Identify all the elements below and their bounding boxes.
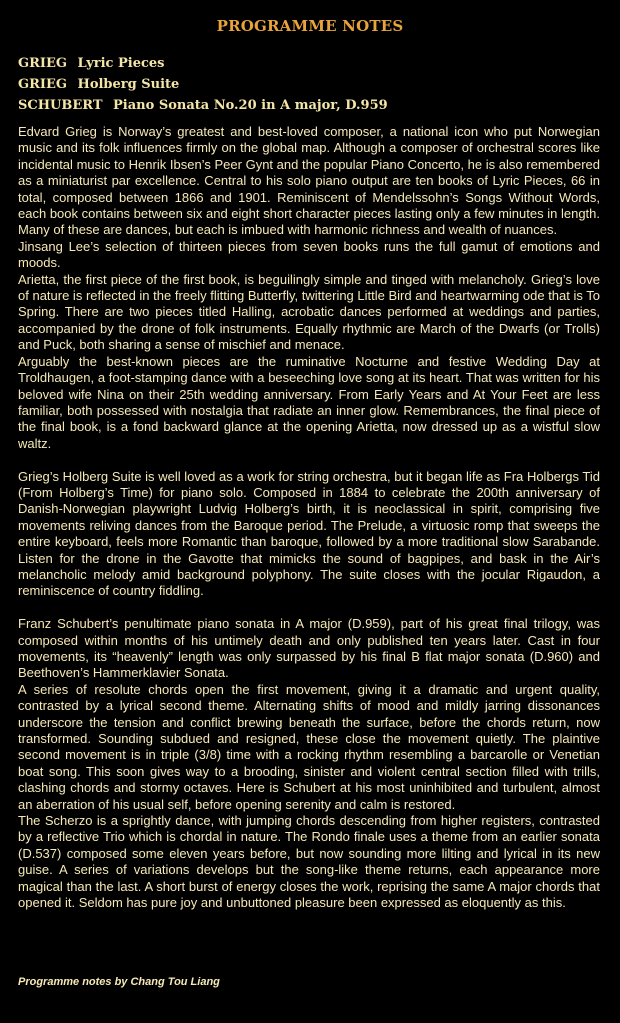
work-item [18,95,608,116]
works-list [18,53,608,116]
paragraph-holberg: Grieg’s Holberg Suite is well loved as a work for string orchestra, but it began life as Fra Holbergs Tid (From Holberg’s Time) for piano solo. Composed in 1884 to celebrate the 200th anniversary of Danish-Norwegian playwright Ludvig Holberg’s birth, it is neoclassical in spirit, comprising five movements reliving dances from the Baroque period. The Prelude, a virtuosic romp that sweeps the entire keyboard, feels more Romantic than baroque, followed by a more traditional slow Sarabande. Listen for the drone in the Gavotte that mimicks the sound of bagpipes, and bask in the Air’s melancholic melody amid background polyphony. The suite closes with the jocular Rigaudon, a reminiscence of country fiddling. [18,468,600,599]
paragraph-scherzo: The Scherzo is a sprightly dance, with jumping chords descending from higher registers, contrasted by a reflective Trio which is chordal in nature. The Rondo finale uses a theme from an earlier sonata (D.537) composed some eleven years before, but now sounding more lilting and lyrical in its new guise. A series of variations develops but the song-like theme returns, each appearance more magical than the last. A short burst of energy closes the work, reprising the same A major chords that opened it. Seldom has pure joy and unbuttoned pleasure been expressed as eloquently as this. [18,813,600,911]
paragraph-arietta: Arietta, the first piece of the first book, is beguilingly simple and tinged with melancholy. Grieg’s love of nature is reflected in the freely flitting Butterfly, twittering Little Bird and heartwarming ode that is To Spring. There are two pieces titled Halling, acrobatic dances performed at weddings and parties, accompanied by the drone of folk instruments. Equally rhythmic are March of the Dwarfs (or Trolls) and Puck, both sharing a sense of mischief and menace. [18,271,600,353]
author-credit: Programme notes by Chang Tou Liang [18,976,220,988]
paragraph-spacer [18,452,600,468]
paragraph-schubert-intro: Franz Schubert’s penultimate piano sonata in A major (D.959), part of his great final trilogy, was composed within months of his untimely death and only published ten years later. Cast in four movements, its “heavenly” length was only surpassed by his final B flat major sonata (D.960) and Beethoven’s Hammerklavier Sonata. [18,616,600,681]
paragraph-grieg-intro: Edvard Grieg is Norway’s greatest and best-loved composer, a national icon who put Norwegian music and its folk influences firmly on the global map. Although a composer of orchestral scores like incidental music to Henrik Ibsen’s Peer Gynt and the popular Piano Concerto, he is also remembered as a miniaturist par excellence. Central to his solo piano output are ten books of Lyric Pieces, 66 in total, composed between 1866 and 1901. Reminiscent of Mendelssohn’s Songs Without Words, each book contains between six and eight short character pieces lasting only a few minutes in length. Many of these are dances, but each is imbued with harmonic richness and wealth of nuances. [18,124,600,238]
work-item [18,53,608,74]
paragraph-first-movement: A series of resolute chords open the first movement, giving it a dramatic and urgent quality, contrasted by a lyrical second theme. Alternating shifts of mood and mildly jarring dissonances underscore the tension and conflict brewing beneath the surface, before the chords return, now transformed. Sounding subdued and resigned, these close the movement quietly. The plaintive second movement is in triple (3/8) time with a rocking rhythm resembling a barcarolle or Venetian boat song. This soon gives way to a brooding, sinister and violent central section filled with trills, clashing chords and stormy octaves. Here is Schubert at his most uninhibited and turbulent, almost an aberration of his usual self, before opening serenity and calm is restored. [18,681,600,812]
work-title: Holberg Suite [77,77,180,92]
work-title: Piano Sonata No.20 in A major, D.959 [113,98,388,113]
paragraph-nocturne: Arguably the best-known pieces are the ruminative Nocturne and festive Wedding Day at Troldhaugen, a foot-stamping dance with a beseeching love song at its heart. That was written for his beloved wife Nina on their 25th wedding anniversary. From Early Years and At Your Feet are less familiar, both possessed with nostalgia that radiate an inner glow. Remembrances, the final piece of the final book, is a fond backward glance at the opening Arietta, now dressed up as a wistful slow waltz. [18,353,600,451]
work-composer: GRIEG [18,77,67,92]
work-item [18,74,608,95]
paragraph-spacer [18,600,600,616]
work-title: Lyric Pieces [77,56,165,71]
paragraph-selection: Jinsang Lee’s selection of thirteen pieces from seven books runs the full gamut of emotions and moods. [18,238,600,271]
work-composer: SCHUBERT [18,98,103,113]
work-composer: GRIEG [18,56,67,71]
notes-body [18,124,600,911]
page-title: PROGRAMME NOTES [216,17,404,35]
